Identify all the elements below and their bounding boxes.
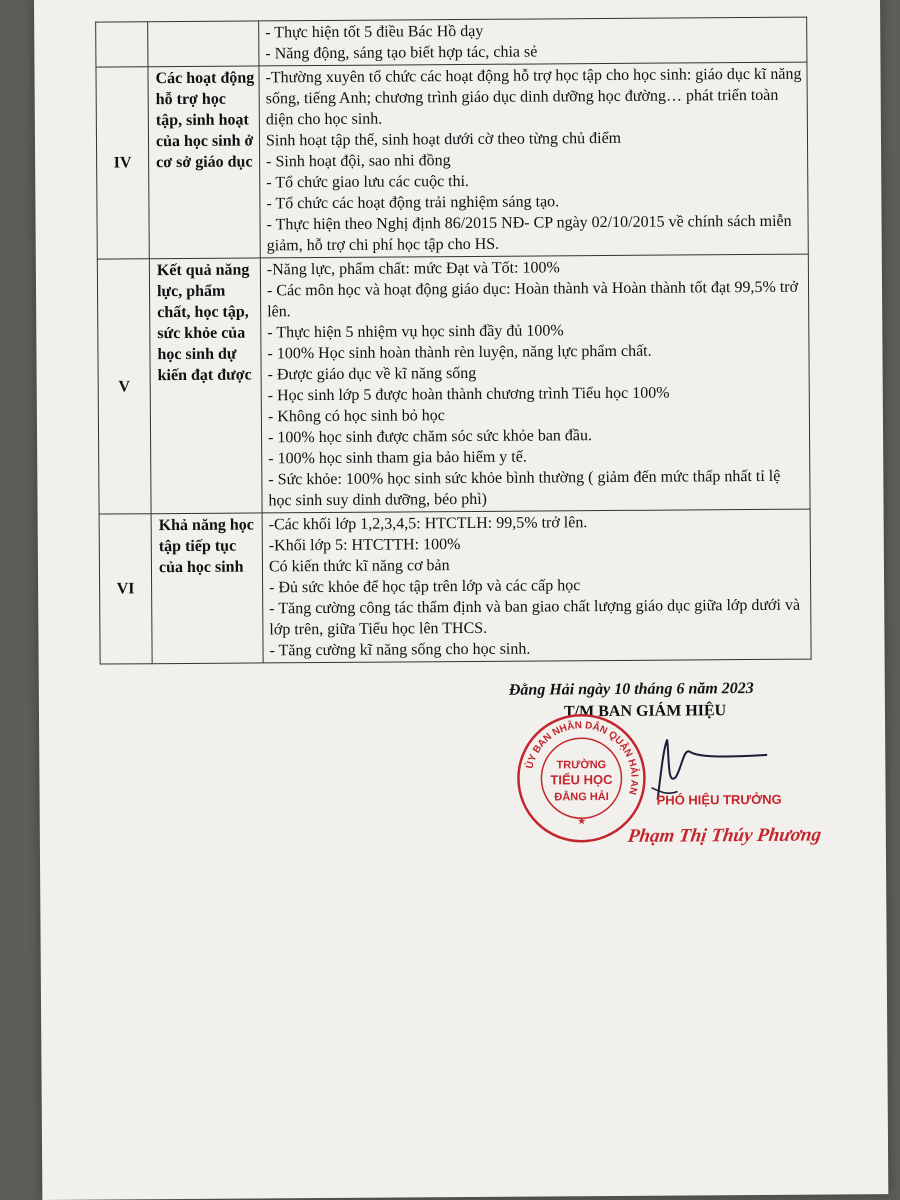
content-line: -Khối lớp 5: HTCTTH: 100% xyxy=(268,536,461,555)
table-row xyxy=(99,509,811,664)
content-line: Có kiến thức kĩ năng cơ bản xyxy=(268,557,450,576)
stamp-center-line: TRƯỜNG xyxy=(556,759,607,772)
signature-organization: T/M BAN GIÁM HIỆU xyxy=(563,702,727,721)
content-line: - Các môn học và hoạt động giáo dục: Hoàn thành và Hoàn thành tốt đạt 99,5% trở lên. xyxy=(266,278,799,321)
content-line: - Đủ sức khỏe để học tập trên lớp và các cấp học xyxy=(269,577,581,597)
svg-text:★: ★ xyxy=(577,816,587,828)
content-line: - Sức khỏe: 100% học sinh sức khỏe bình thường ( giảm đến mức thấp nhất tỉ lệ học sinh suy dinh dưỡng, béo phì) xyxy=(268,467,781,510)
table-row xyxy=(97,254,810,514)
content-line: - Được giáo dục về kĩ năng sống xyxy=(267,364,477,384)
content-line: - Thực hiện theo Nghị định 86/2015 NĐ- CP ngày 02/10/2015 về chính sách miễn giảm, hỗ trợ chi phí học tập cho HS. xyxy=(266,212,792,255)
row-number xyxy=(96,22,148,67)
table-row xyxy=(96,62,808,259)
signature-date: Đằng Hải ngày 10 tháng 6 năm 2023 xyxy=(508,679,754,699)
signature-name: Phạm Thị Thúy Phương xyxy=(626,824,823,847)
row-number: VI xyxy=(99,514,152,664)
row-content xyxy=(260,254,810,513)
content-line: - Sinh hoạt đội, sao nhi đồng xyxy=(266,152,451,171)
content-line: - Tổ chức các hoạt động trải nghiệm sáng tạo. xyxy=(266,193,560,213)
row-title xyxy=(148,21,259,67)
report-table xyxy=(95,17,811,665)
handwritten-signature xyxy=(637,729,768,830)
content-line: - 100% học sinh tham gia bảo hiểm y tế. xyxy=(268,448,527,468)
row-number: IV xyxy=(96,67,149,259)
content-line: -Các khối lớp 1,2,3,4,5: HTCTLH: 99,5% trở lên. xyxy=(268,514,588,534)
table-row xyxy=(96,17,807,67)
content-line: - Thực hiện tốt 5 điều Bác Hồ dạy xyxy=(265,22,484,42)
content-line: -Thường xuyên tổ chức các hoạt động hỗ trợ học tập cho học sinh: giáo dục kĩ năng sống, tiếng Anh; chương trình giáo dục dinh dưỡng học đường… phát triển toàn diện cho học sinh. xyxy=(265,65,802,129)
content-line: - Năng động, sáng tạo biết hợp tác, chia sẻ xyxy=(265,43,538,63)
document-page xyxy=(34,0,888,1200)
content-line: - Tăng cường kĩ năng sống cho học sinh. xyxy=(269,640,531,660)
content-line: -Năng lực, phẩm chất: mức Đạt và Tốt: 100% xyxy=(266,259,560,279)
signature-role: PHÓ HIỆU TRƯỞNG xyxy=(656,791,782,808)
stamp-ring-text: ỦY BAN NHÂN DÂN QUẬN HẢI AN xyxy=(524,720,640,796)
content-line: - Không có học sinh bỏ học xyxy=(267,407,445,426)
content-line: - Học sinh lớp 5 được hoàn thành chương trình Tiểu học 100% xyxy=(267,384,670,405)
content-line: - Thực hiện 5 nhiệm vụ học sinh đầy đủ 100% xyxy=(267,322,564,342)
row-title: Khả năng học tập tiếp tục của học sinh xyxy=(151,513,263,664)
row-content xyxy=(259,62,808,258)
row-title: Kết quả năng lực, phẩm chất, học tập, sức khỏe của học sinh dự kiến đạt được xyxy=(149,258,262,514)
stamp-center-line: ĐẰNG HẢI xyxy=(554,791,609,804)
content-line: - Tăng cường công tác thẩm định và ban giao chất lượng giáo dục giữa lớp dưới và lớp trên, giữa Tiểu học lên THCS. xyxy=(269,596,801,639)
row-number: V xyxy=(97,259,151,514)
row-content xyxy=(259,17,807,66)
content-line: - 100% học sinh được chăm sóc sức khỏe ban đầu. xyxy=(268,427,593,447)
stamp-center-line: TIỂU HỌC xyxy=(550,771,613,788)
school-stamp-icon xyxy=(515,712,648,845)
content-line: Sinh hoạt tập thể, sinh hoạt dưới cờ theo từng chủ điểm xyxy=(265,129,622,150)
content-line: - Tổ chức giao lưu các cuộc thi. xyxy=(266,172,470,192)
row-content xyxy=(262,509,811,663)
content-line: - 100% Học sinh hoàn thành rèn luyện, năng lực phẩm chất. xyxy=(267,342,652,363)
row-title: Các hoạt động hỗ trợ học tập, sinh hoạt của học sinh ở cơ sở giáo dục xyxy=(148,66,260,259)
